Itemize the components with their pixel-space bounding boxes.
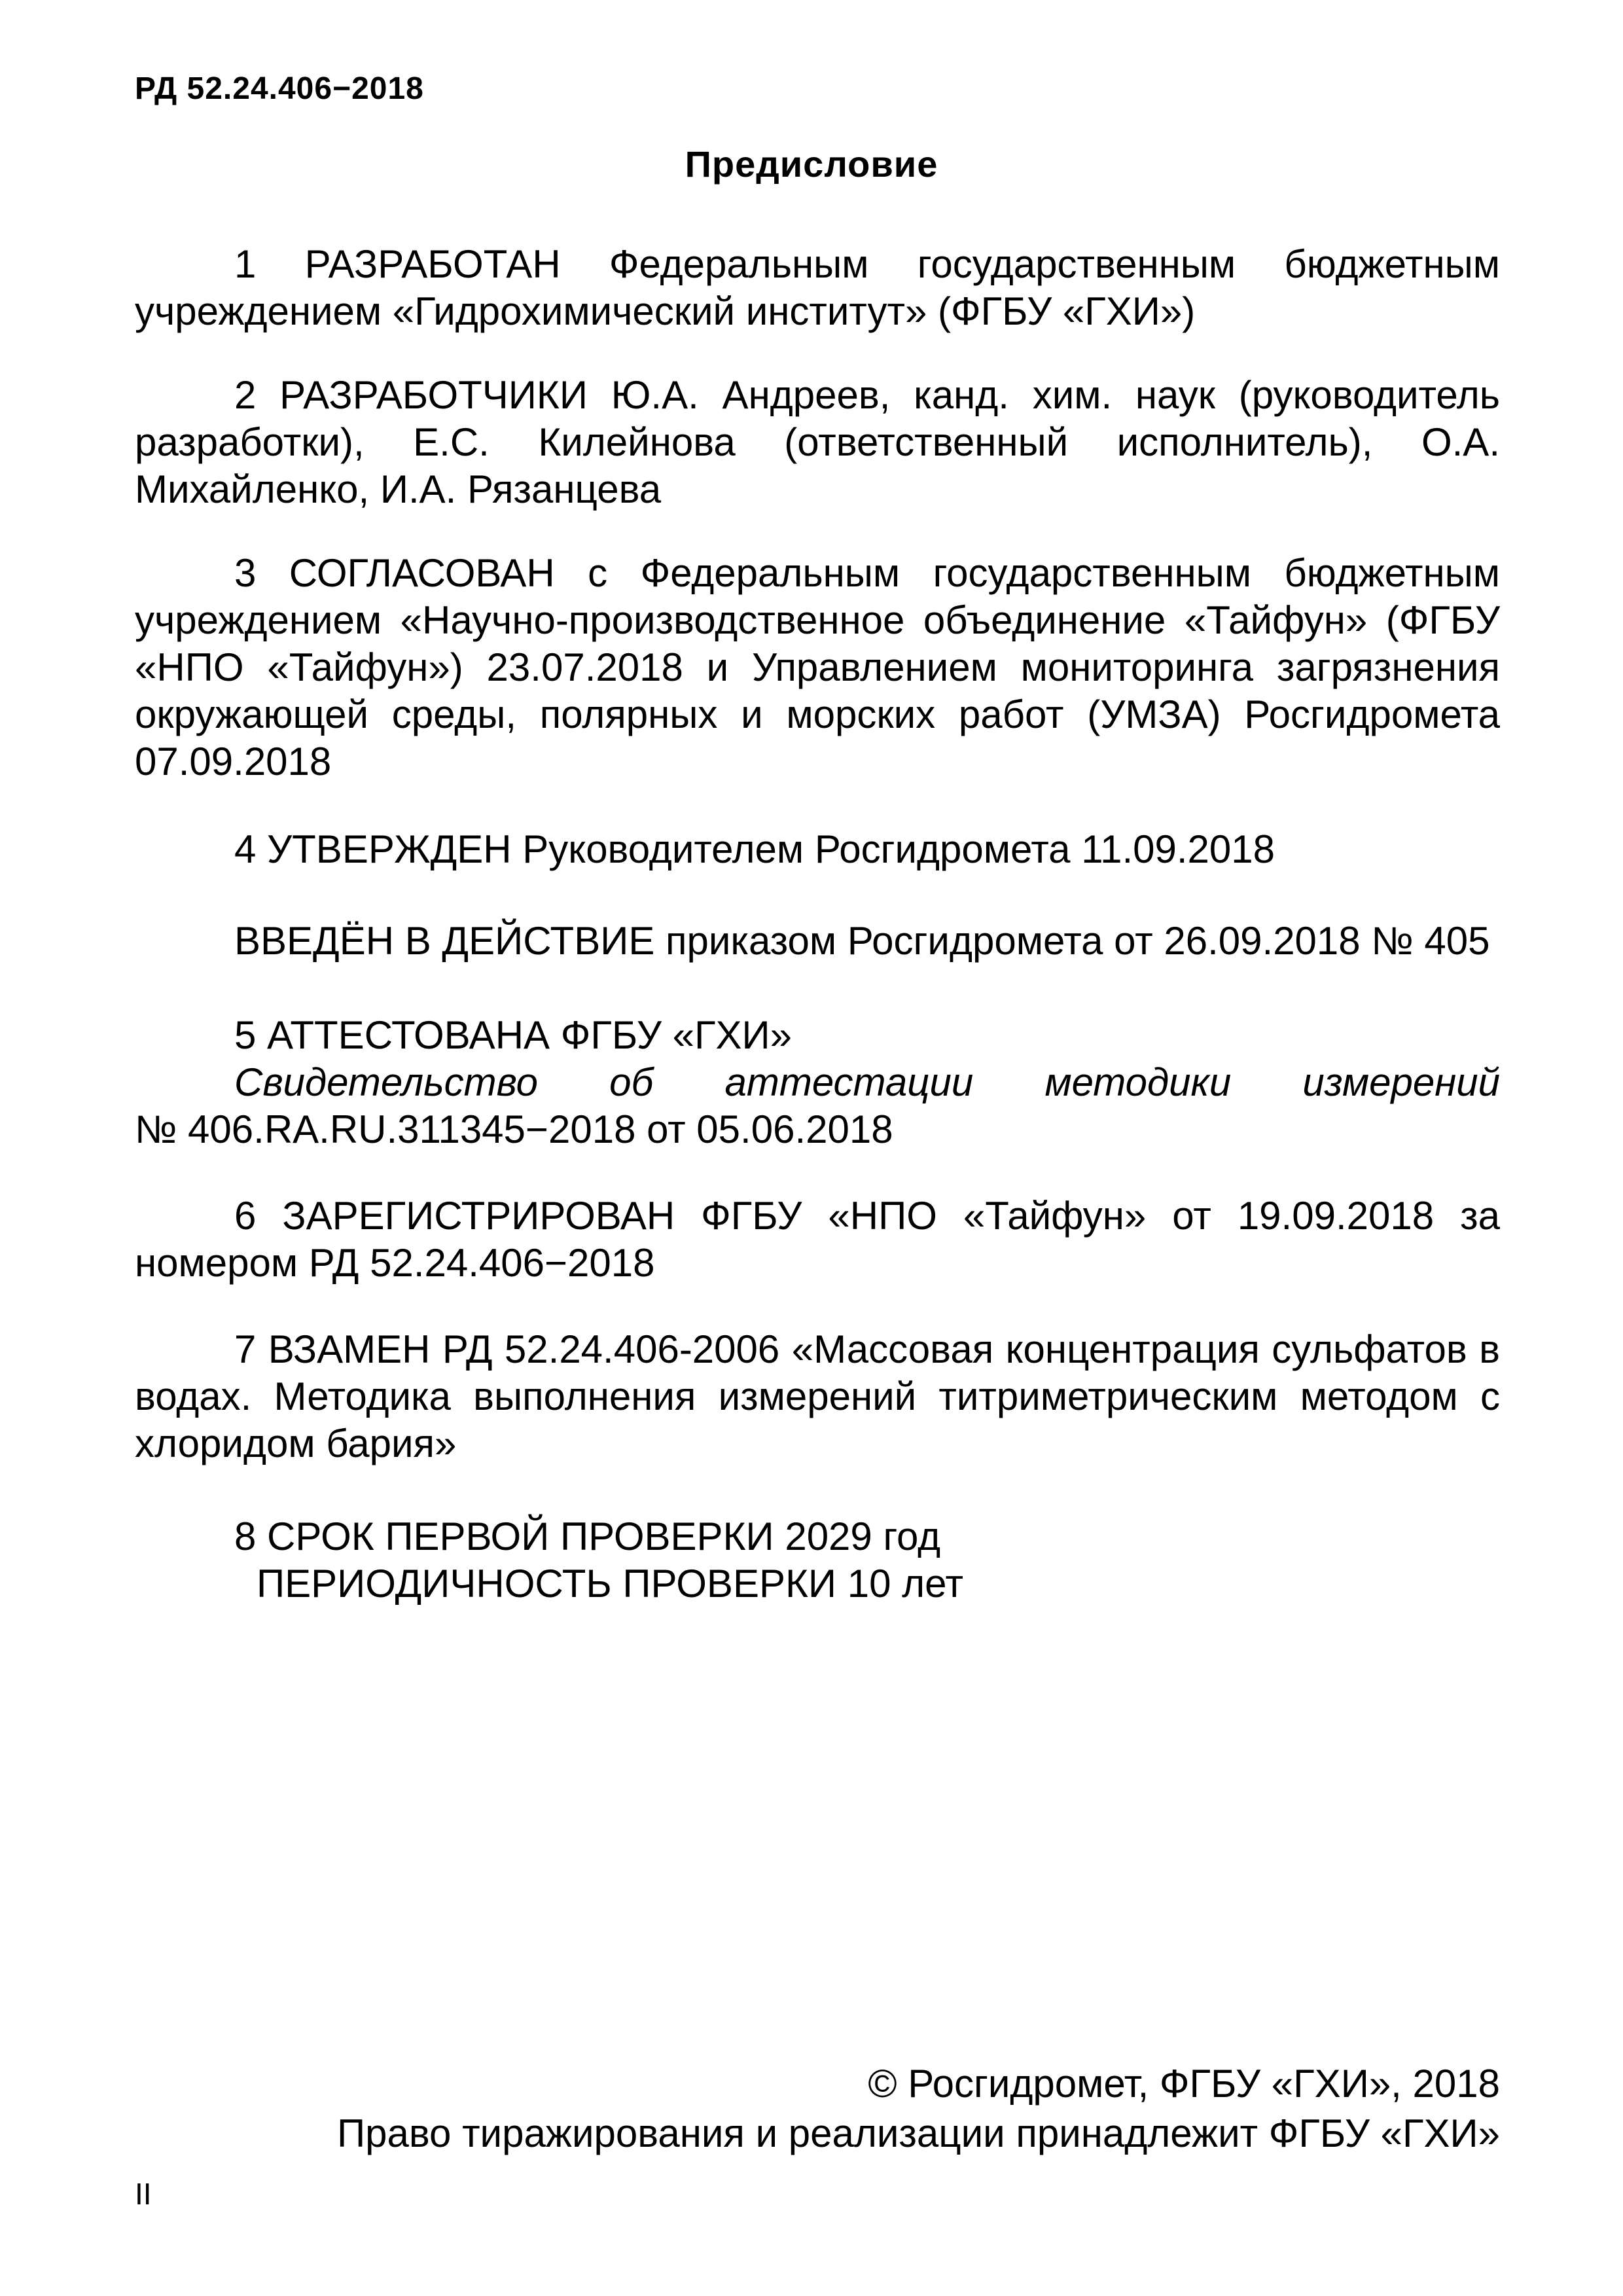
- item-5-certificate-number: № 406.RA.RU.311345−2018 от 05.06.2018: [135, 1107, 893, 1151]
- foreword-item-4-enactment: ВВЕДЁН В ДЕЙСТВИЕ приказом Росгидромета от 26.09.2018 № 405: [234, 919, 1490, 963]
- foreword-item-2: 2 РАЗРАБОТЧИКИ Ю.А. Андреев, канд. хим. наук (руководитель разработки), Е.С. Килейнова (ответственный исполнитель), О.А. Михайленко, И.А. Рязанцева: [135, 373, 1500, 511]
- foreword-item-7: 7 ВЗАМЕН РД 52.24.406-2006 «Массовая концентрация сульфатов в водах. Методика выполнения измерений титриметрическим методом с хлоридом бария»: [135, 1327, 1500, 1465]
- document-code: РД 52.24.406−2018: [135, 71, 424, 106]
- copyright-block: [337, 2059, 1500, 2159]
- page-title: Предисловие: [685, 143, 938, 185]
- foreword-item-6: 6 ЗАРЕГИСТРИРОВАН ФГБУ «НПО «Тайфун» от 19.09.2018 за номером РД 52.24.406−2018: [135, 1194, 1500, 1285]
- foreword-item-4: 4 УТВЕРЖДЕН Руководителем Росгидромета 11.09.2018: [234, 827, 1275, 871]
- copyright-line: © Росгидромет, ФГБУ «ГХИ», 2018: [868, 2062, 1500, 2106]
- item-8-first-check: 8 СРОК ПЕРВОЙ ПРОВЕРКИ 2029 год: [234, 1515, 941, 1558]
- item-5-certificate-label: Свидетельство об аттестации методики измерений: [234, 1060, 1500, 1104]
- page-number: II: [135, 2177, 152, 2211]
- rights-line: Право тиражирования и реализации принадлежит ФГБУ «ГХИ»: [336, 2111, 1500, 2155]
- item-5-title: 5 АТТЕСТОВАНА ФГБУ «ГХИ»: [234, 1013, 792, 1057]
- item-8-check-period: ПЕРИОДИЧНОСТЬ ПРОВЕРКИ 10 лет: [257, 1562, 963, 1605]
- foreword-item-3: 3 СОГЛАСОВАН с Федеральным государственным бюджетным учреждением «Научно-производственное объединение «Тайфун» (ФГБУ «НПО «Тайфун») 23.07.2018 и Управлением мониторинга загрязнения окружающей среды, полярных и морских работ (УМЗА) Росгидромета 07.09.2018: [135, 551, 1500, 783]
- foreword-item-1: 1 РАЗРАБОТАН Федеральным государственным бюджетным учреждением «Гидрохимический институт» (ФГБУ «ГХИ»): [135, 242, 1500, 333]
- foreword-item-8: [135, 1513, 1500, 1607]
- foreword-item-5: [135, 1012, 1500, 1153]
